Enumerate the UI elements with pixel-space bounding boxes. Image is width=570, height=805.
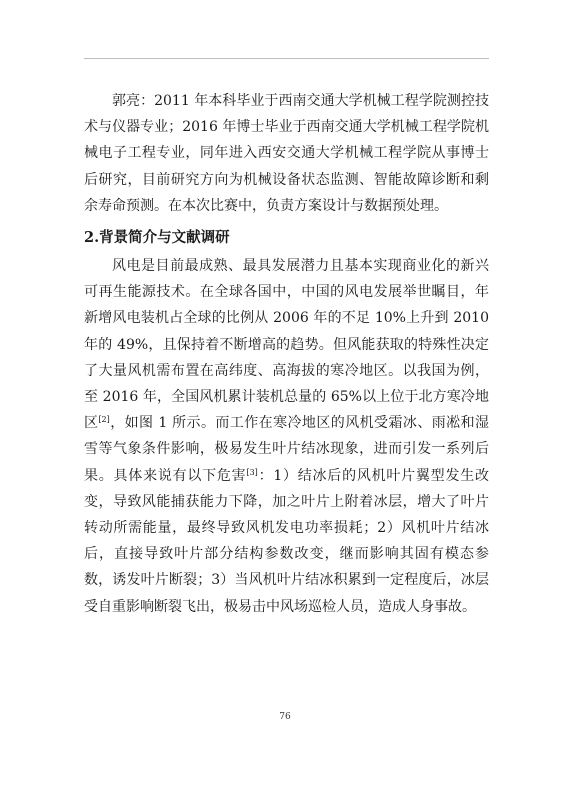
page-body: [84, 88, 489, 620]
page-number: 76: [279, 712, 291, 722]
background-text-1: 风电是目前最成熟、最具发展潜力且基本实现商业化的新兴可再生能源技术。在全球各国中，中国的风电发展举世瞩目，年新增风电装机占全球的比例从 2006 年的不足 10%上升到 2010 年的 49%，且保持着不断增高的趋势。但风能获取的特殊性决定了大量风机需布置在高纬度、高海拔的寒冷地区。以我国为例，至 2016 年，全国风机累计装机总量的 65%以上位于北方寒冷地区: [84, 258, 489, 432]
background-text-2: ，如图 1 所示。而工作在寒冷地区的风机受霜冰、雨凇和湿雪等气象条件影响，极易发生叶片结冰现象，进而引发一系列后果。具体来说有以下危害: [84, 415, 490, 484]
header-rule: [84, 58, 489, 59]
citation-3: [3]: [246, 467, 258, 477]
section-number: 2.: [84, 229, 100, 247]
background-text-3: ：1）结冰后的风机叶片翼型发生改变，导致风能捕获能力下降，加之叶片上附着冰层，增大了叶片转动所需能量，最终导致风机发电功率损耗；2）风机叶片结冰后，直接导致叶片部分结构参数改变，继而影响其固有模态参数，诱发叶片断裂；3）当风机叶片结冰积累到一定程度后，冰层受自重影响断裂飞出，极易击中风场巡检人员，造成人身事故。: [84, 467, 489, 615]
section-heading: [84, 225, 489, 251]
section-title: 背景简介与文献调研: [99, 230, 230, 247]
citation-2: [2]: [98, 415, 110, 425]
profile-paragraph: 郭亮：2011 年本科毕业于西南交通大学机械工程学院测控技术与仪器专业；2016 年博士毕业于西南交通大学机械工程学院机械电子工程专业，同年进入西安交通大学机械工程学院从事博士后研究，目前研究方向为机械设备状态监测、智能故障诊断和剩余寿命预测。在本次比赛中，负责方案设计与数据预处理。: [84, 93, 489, 214]
background-paragraph: [84, 253, 489, 620]
